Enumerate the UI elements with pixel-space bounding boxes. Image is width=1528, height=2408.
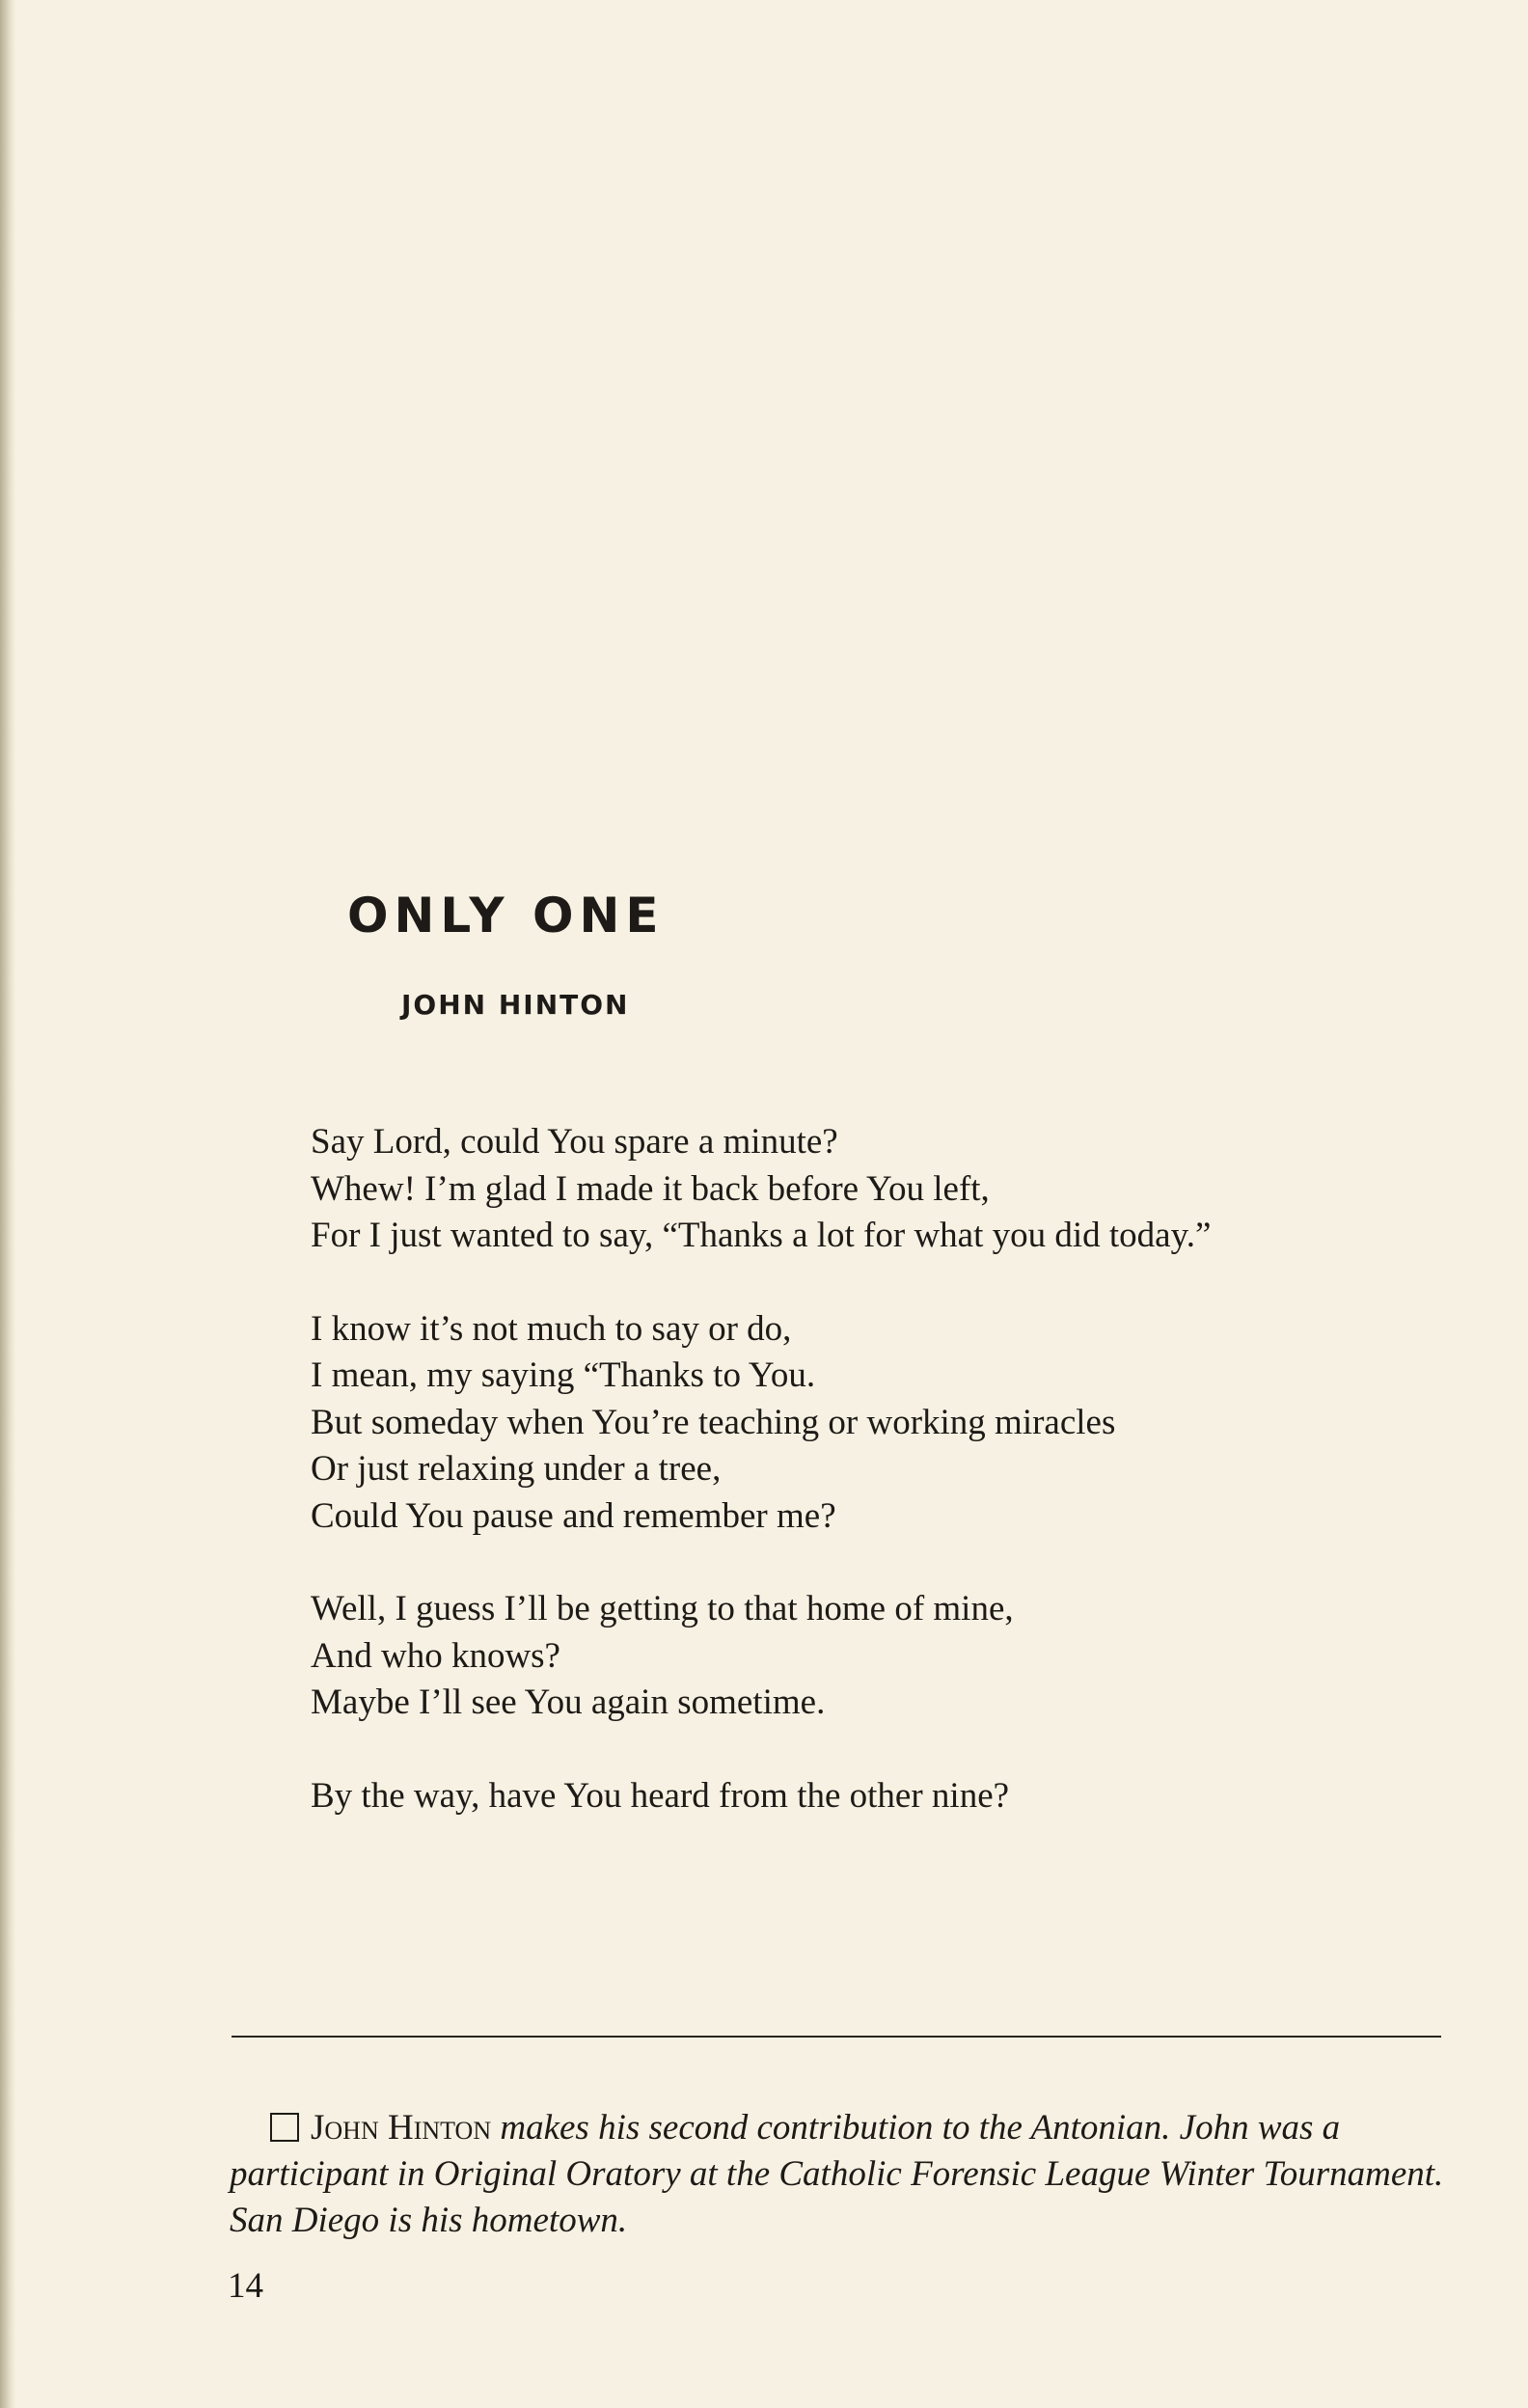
- poem-line: But someday when You’re teaching or working miracles: [311, 1402, 1116, 1442]
- poem-line: Well, I guess I’ll be getting to that home of mine,: [311, 1589, 1014, 1628]
- poem-line: Maybe I’ll see You again sometime.: [311, 1683, 826, 1722]
- poem-author: JOHN HINTON: [401, 989, 630, 1021]
- poem-line: Or just relaxing under a tree,: [311, 1449, 722, 1489]
- poem-line: Whew! I’m glad I made it back before You left,: [311, 1168, 990, 1209]
- poem-title: ONLY ONE: [347, 888, 665, 944]
- stanza: [311, 1119, 1468, 1260]
- poem-line: And who knows?: [311, 1635, 560, 1676]
- page-edge: [0, 0, 15, 2408]
- square-box-icon: [270, 2113, 299, 2142]
- bio-author-name: John Hinton: [311, 2108, 492, 2148]
- poem-line: I mean, my saying “Thanks to You.: [311, 1355, 816, 1395]
- page-number: 14: [228, 2266, 263, 2306]
- stanza: [311, 1586, 1468, 1727]
- poem-line: Could You pause and remember me?: [311, 1495, 836, 1536]
- bio-text: makes his second contribution to the Antonian. John was a participant in Original Oratory at the Catholic Forensic League Winter Tournament. San Diego is his hometown.: [230, 2108, 1444, 2240]
- footnote-divider: [232, 2036, 1441, 2038]
- poem-line: By the way, have You heard from the other nine?: [311, 1775, 1010, 1816]
- stanza: [311, 1306, 1468, 1541]
- poem-body: [311, 1119, 1468, 1866]
- author-bio: [230, 2105, 1455, 2244]
- stanza: [311, 1773, 1468, 1820]
- poem-line: For I just wanted to say, “Thanks a lot for what you did today.”: [311, 1216, 1212, 1255]
- poem-line: Say Lord, could You spare a minute?: [311, 1122, 838, 1162]
- poem-line: I know it’s not much to say or do,: [311, 1308, 792, 1349]
